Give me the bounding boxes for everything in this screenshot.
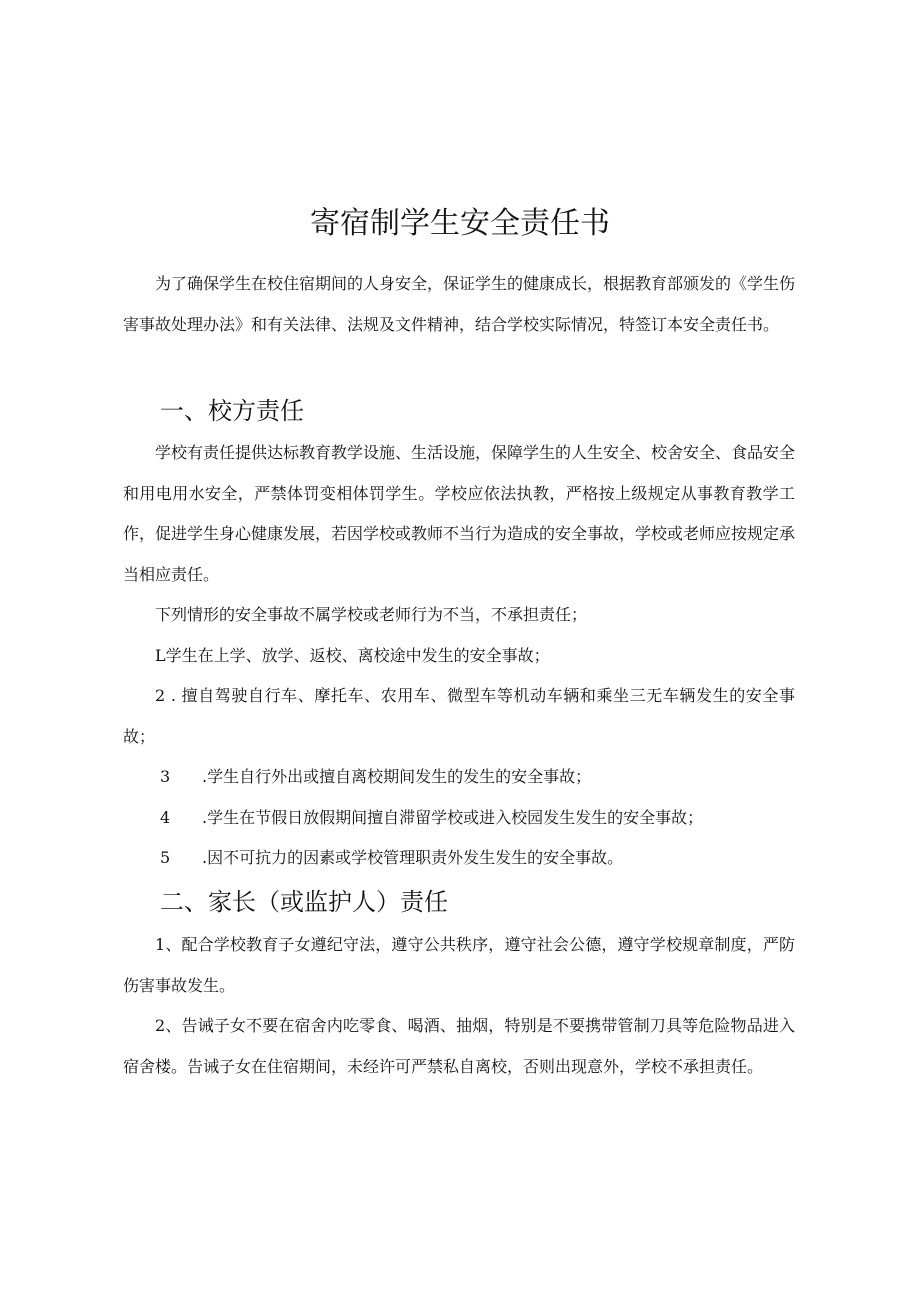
item-4-text: .学生在节假日放假期间擅自滞留学校或进入校园发生发生的安全事故；	[202, 807, 704, 827]
section-2-heading: 二、家长（或监护人）责任	[160, 888, 448, 916]
section-1-item-4	[123, 798, 795, 839]
item-4-number: 4	[160, 807, 171, 827]
document-title: 寄宿制学生安全责任书	[310, 206, 610, 242]
section-2-paragraph-1: 1、配合学校教育子女遵纪守法，遵守公共秩序，遵守社会公德，遵守学校规章制度，严防伤害事故发生。	[123, 935, 795, 995]
section-2-paragraph-2: 2、告诫子女不要在宿舍内吃零食、喝酒、抽烟，特别是不要携带管制刀具等危险物品进入宿舍楼。告诫子女在住宿期间，未经许可严禁私自离校，否则出现意外，学校不承担责任。	[123, 1016, 795, 1076]
intro-paragraph: 为了确保学生在校住宿期间的人身安全，保证学生的健康成长，根据教育部颁发的《学生伤害事故处理办法》和有关法律、法规及文件精神，结合学校实际情况，特签订本安全责任书。	[123, 274, 796, 334]
item-3-number: 3	[160, 767, 171, 786]
section-1-heading: 一、校方责任	[160, 397, 304, 425]
section-1-paragraph-1: 学校有责任提供达标教育教学设施、生活设施，保障学生的人生安全、校舍安全、食品安全和用电用水安全，严禁体罚变相体罚学生。学校应依法执教，严格按上级规定从事教育教学工作，促进学生身心健康发展，若因学校或教师不当行为造成的安全事故，学校或老师应按规定承当相应责任。	[123, 443, 796, 584]
item-3-text: .学生自行外出或擅自离校期间发生的发生的安全事故；	[202, 767, 592, 786]
intro-block	[123, 264, 795, 345]
section-2-block	[123, 925, 795, 1087]
section-1-item-2: 2 . 擅自驾驶自行车、摩托车、农用车、微型车等机动车辆和乘坐三无车辆发生的安全事故；	[123, 686, 795, 746]
item-5-text: .因不可抗力的因素或学校管理职责外发生发生的安全事故。	[202, 848, 624, 867]
section-1-item-3	[123, 757, 795, 798]
section-1-paragraph-2: 下列情形的安全事故不属学校或老师行为不当，不承担责任；	[155, 605, 588, 624]
section-1-item-5	[123, 838, 795, 879]
item-5-number: 5	[160, 848, 171, 867]
section-1-block	[123, 433, 795, 879]
section-1-item-1: L学生在上学、放学、返校、离校途中发生的安全事故；	[155, 645, 550, 665]
